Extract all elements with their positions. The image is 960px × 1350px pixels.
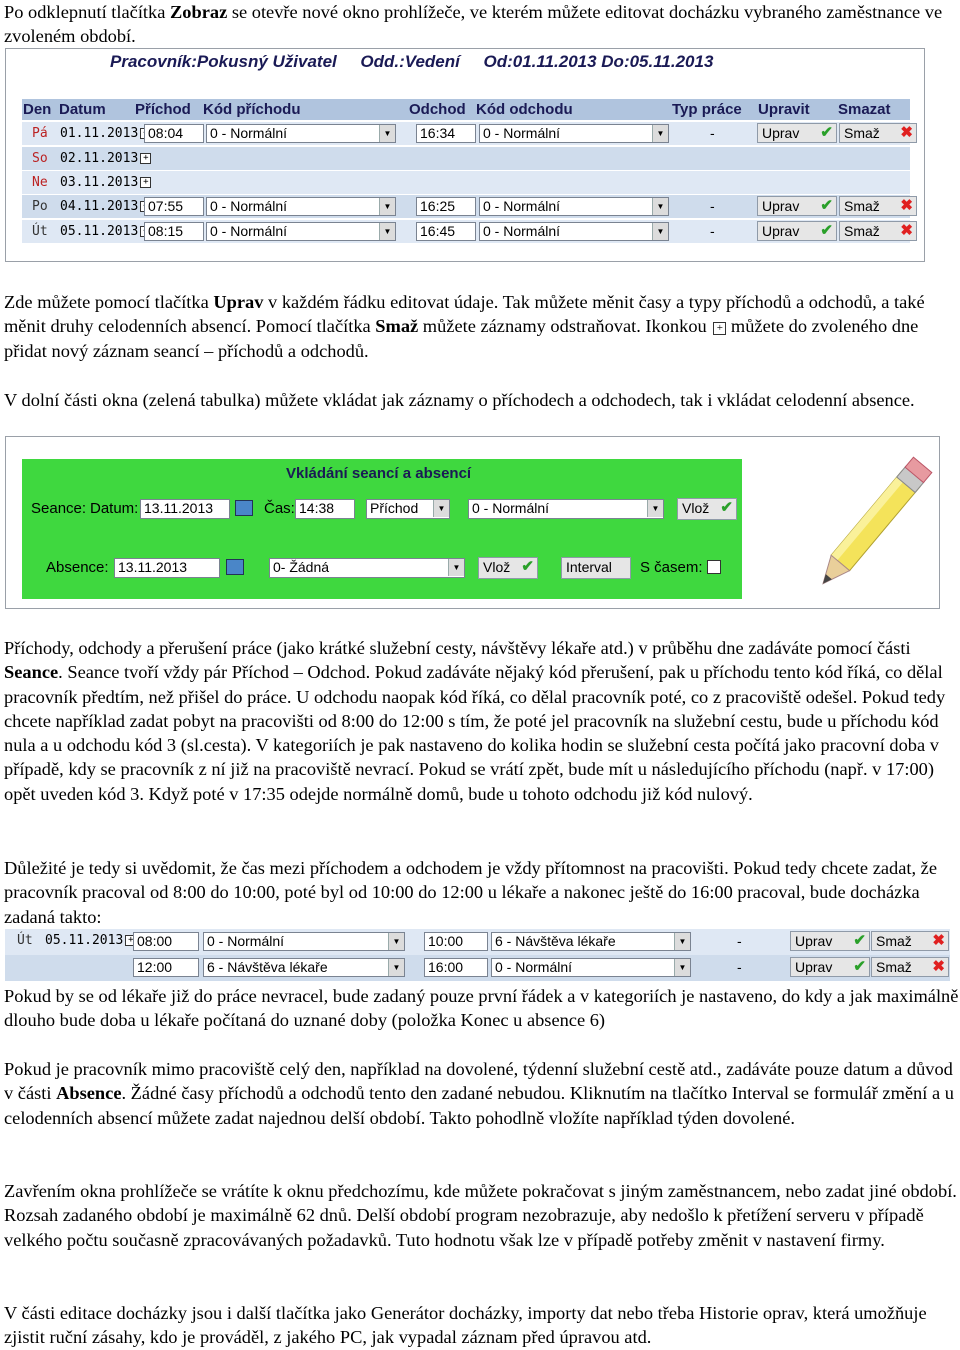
day-cell: Po	[32, 199, 48, 214]
departure-code-select[interactable]: 0 - Normální ▼	[479, 222, 669, 241]
employee-header: Pracovník:Pokusný Uživatel Odd.:Vedení Od:01.11.2013 Do:05.11.2013	[110, 52, 714, 71]
attendance-screenshot	[5, 48, 925, 262]
insert-absence-button[interactable]: Vlož ✔	[478, 557, 538, 579]
work-type-cell: -	[710, 223, 715, 239]
chevron-down-icon: ▼	[388, 933, 404, 950]
check-icon: ✔	[820, 222, 833, 239]
absence-label: Absence:	[46, 559, 109, 576]
chevron-down-icon: ▼	[652, 223, 668, 240]
seance-date-input[interactable]: 13.11.2013	[140, 499, 230, 519]
check-icon: ✔	[820, 124, 833, 141]
with-time-label: S časem:	[640, 559, 703, 576]
arrival-code-select[interactable]: 6 - Návštěva lékaře ▼	[203, 958, 405, 977]
departure-time-input[interactable]: 16:34	[416, 124, 476, 143]
insert-panel-title: Vkládání seancí a absencí	[286, 465, 472, 482]
seance-code-select[interactable]: 0 - Normální ▼	[468, 499, 664, 519]
chevron-down-icon: ▼	[652, 125, 668, 142]
col-smazat: Smazat	[838, 101, 891, 118]
day-cell: Út	[17, 933, 33, 948]
chevron-down-icon: ▼	[674, 933, 690, 950]
add-record-icon[interactable]: +	[140, 153, 151, 164]
delete-button[interactable]: Smaž ✖	[839, 123, 917, 143]
check-icon: ✔	[820, 197, 833, 214]
departure-code-select[interactable]: 6 - Návštěva lékaře ▼	[491, 932, 691, 951]
departure-code-select[interactable]: 0 - Normální ▼	[479, 124, 669, 143]
pencil-icon	[801, 455, 936, 605]
col-upravit: Upravit	[758, 101, 810, 118]
departure-time-input[interactable]: 10:00	[424, 932, 488, 951]
chevron-down-icon: ▼	[379, 223, 395, 240]
day-cell: Út	[32, 224, 48, 239]
edit-button[interactable]: Uprav ✔	[757, 221, 837, 241]
chevron-down-icon: ▼	[379, 198, 395, 215]
col-datum: Datum	[59, 101, 106, 118]
insert-panel-screenshot	[5, 436, 940, 609]
arrival-time-input[interactable]: 08:00	[133, 932, 199, 951]
arrival-time-input[interactable]: 07:55	[144, 197, 204, 216]
arrival-time-input[interactable]: 08:04	[144, 124, 204, 143]
departure-time-input[interactable]: 16:25	[416, 197, 476, 216]
date-cell: 01.11.2013	[60, 126, 151, 141]
day-cell: Pá	[32, 126, 48, 141]
date-cell: 05.11.2013 +	[45, 933, 136, 948]
edit-paragraph: Zde můžete pomocí tlačítka Uprav v každém řádku editovat údaje. Tak můžete měnit časy a typy příchodů a odchodů, a také měnit druhy celodenních absencí. Pomocí tlačítka Smaž můžete záznamy odstraňovat. Ikonkou + můžete do zvoleného dne přidat nový záznam seancí – příchodů a odchodů.	[4, 292, 925, 361]
datum-label: Datum:	[90, 500, 139, 517]
delete-button[interactable]: Smaž ✖	[839, 196, 917, 216]
date-cell: 03.11.2013 +	[60, 175, 151, 190]
seance-time-input[interactable]: 14:38	[295, 499, 355, 519]
work-type-cell: -	[710, 125, 715, 141]
cas-label: Čas:	[264, 500, 295, 517]
add-record-icon[interactable]: +	[125, 935, 136, 946]
arrival-code-select[interactable]: 0 - Normální ▼	[206, 222, 396, 241]
arrival-code-select[interactable]: 0 - Normální ▼	[203, 932, 405, 951]
delete-button[interactable]: Smaž ✖	[871, 931, 949, 951]
departure-time-input[interactable]: 16:45	[416, 222, 476, 241]
work-type-cell: -	[737, 933, 742, 949]
example-rows-screenshot	[5, 929, 950, 981]
day-cell: So	[32, 151, 48, 166]
arrival-code-select[interactable]: 0 - Normální ▼	[206, 124, 396, 143]
seance-type-select[interactable]: Příchod ▼	[366, 499, 450, 519]
arrival-time-input[interactable]: 12:00	[133, 958, 199, 977]
close-window-paragraph: Zavřením okna prohlížeče se vrátíte k oknu předchozímu, kde můžete pokračovat s jiným zaměstnancem, nebo zadat jiné období. Rozsah zadaného období je maximálně 62 dnů. Delší období program nezobrazuje, aby nedošlo k přetížení serveru v případě velkého počtu současně zpracovávaných požadavků. Tuto hodnotu však lze v případě potřeby změnit v nastavení firmy.	[4, 1181, 957, 1250]
work-type-cell: -	[737, 959, 742, 975]
col-typ-prace: Typ práce	[672, 101, 742, 118]
close-icon: ✖	[932, 958, 945, 975]
date-cell: 02.11.2013 +	[60, 151, 151, 166]
col-odchod: Odchod	[409, 101, 466, 118]
close-icon: ✖	[900, 197, 913, 214]
insert-seance-button[interactable]: Vlož ✔	[677, 498, 737, 520]
delete-button[interactable]: Smaž ✖	[871, 957, 949, 977]
green-table-paragraph: V dolní části okna (zelená tabulka) můžete vkládat jak záznamy o příchodech a odchodech, tak i vkládat celodenní absence.	[4, 390, 915, 410]
calendar-icon[interactable]	[235, 500, 253, 516]
doctor-paragraph: Pokud by se od lékaře již do práce nevracel, bude zadaný pouze první řádek a v kategoriích je nastaveno, do kdy a jak maximálně dlouho bude doba u lékaře počítaná do uznané doby (položka Konec u absence 6)	[4, 986, 959, 1031]
add-record-icon: +	[713, 322, 726, 335]
edit-button[interactable]: Uprav ✔	[790, 957, 870, 977]
date-cell: 05.11.2013	[60, 224, 151, 239]
with-time-checkbox[interactable]	[707, 560, 721, 574]
other-buttons-paragraph: V části editace docházky jsou i další tlačítka jako Generátor docházky, importy dat nebo třeba Historie oprav, která umožňuje zjistit ruční zásahy, kdo je prováděl, z jakého PC, jak vypadal záznam před úpravou atd.	[4, 1303, 927, 1348]
check-icon: ✔	[521, 558, 534, 575]
table-row	[22, 195, 913, 218]
check-icon: ✔	[853, 958, 866, 975]
close-icon: ✖	[932, 932, 945, 949]
edit-button[interactable]: Uprav ✔	[790, 931, 870, 951]
table-row	[22, 147, 910, 170]
table-row	[22, 122, 913, 145]
chevron-down-icon: ▼	[448, 559, 464, 576]
close-icon: ✖	[900, 222, 913, 239]
intro-paragraph: Po odklepnutí tlačítka Zobraz se otevře nové okno prohlížeče, ve kterém můžete editovat docházku vybraného zaměstnance ve zvoleném období.	[4, 2, 943, 47]
close-icon: ✖	[900, 124, 913, 141]
chevron-down-icon: ▼	[674, 959, 690, 976]
chevron-down-icon: ▼	[652, 198, 668, 215]
check-icon: ✔	[853, 932, 866, 949]
chevron-down-icon: ▼	[433, 500, 449, 517]
arrival-code-select[interactable]: 0 - Normální ▼	[206, 197, 396, 216]
absence-code-select[interactable]: 0- Žádná ▼	[269, 558, 465, 578]
delete-button[interactable]: Smaž ✖	[839, 221, 917, 241]
edit-button[interactable]: Uprav ✔	[757, 196, 837, 216]
departure-code-select[interactable]: 0 - Normální ▼	[491, 958, 691, 977]
interval-button[interactable]: Interval	[561, 557, 631, 579]
chevron-down-icon: ▼	[647, 500, 663, 517]
add-record-icon[interactable]: +	[140, 177, 151, 188]
chevron-down-icon: ▼	[388, 959, 404, 976]
arrival-time-input[interactable]: 08:15	[144, 222, 204, 241]
col-den: Den	[23, 101, 52, 118]
edit-button[interactable]: Uprav ✔	[757, 123, 837, 143]
departure-code-select[interactable]: 0 - Normální ▼	[479, 197, 669, 216]
day-cell: Ne	[32, 175, 48, 190]
work-type-cell: -	[710, 198, 715, 214]
table-row	[5, 929, 950, 955]
date-cell: 04.11.2013	[60, 199, 151, 214]
table-row	[5, 955, 950, 981]
calendar-icon[interactable]	[226, 559, 244, 575]
departure-time-input[interactable]: 16:00	[424, 958, 488, 977]
seance-label: Seance:	[31, 500, 87, 517]
seance-paragraph: Příchody, odchody a přerušení práce (jako krátké služební cesty, návštěvy lékaře atd.) v průběhu dne zadáváte pomocí části Seance. Seance tvoří vždy pár Příchod – Odchod. Pokud zadáváte nějaký kód přerušení, pak u příchodu tento kód říká, co dělal pracovník předtím, než přišel do práce. U odchodu naopak kód říká, co dělal pracovník poté, co z pracoviště odešel. Pokud tedy chcete například zadat pobyt na pracovišti od 8:00 do 12:00 s tím, že poté jel pracovník na služební cestu, bude u příchodu kód nula a u odchodu kód 3 (sl.cesta). V kategoriích je pak nastaveno do kolika hodin se služební cesta počítá jako pracovní doba v případě, kdy se pracovník z ní již na pracoviště nevrací. Pokud se vrátí zpět, bude mít u následujícího příchodu (např. v 17:00) opět uveden kód 3. Když poté v 17:35 odejde normálně domů, bude u tohoto odchodu již kód nulový.	[4, 638, 946, 804]
absence-paragraph: Pokud je pracovník mimo pracoviště celý den, například na dovolené, týdenní služební cestě atd., zadáváte pouze datum a důvod v části Absence. Žádné časy příchodů a odchodů tento den zadané nebudou. Kliknutím na tlačítko Interval se formulář změní a u celodenních absencí můžete zadat najednou delší období. Takto pohodlně vložíte například týden dovolené.	[4, 1059, 954, 1128]
col-kod-odchodu: Kód odchodu	[476, 101, 573, 118]
col-kod-prichodu: Kód příchodu	[203, 101, 301, 118]
absence-date-input[interactable]: 13.11.2013	[114, 558, 220, 578]
presence-paragraph: Důležité je tedy si uvědomit, že čas mezi příchodem a odchodem je vždy přítomnost na pracovišti. Pokud tedy chcete zadat, že pracovník pracoval od 8:00 do 10:00, poté byl od 10:00 do 12:00 u lékaře a nakonec ještě do 16:00 pracoval, bude docházka zadaná takto:	[4, 858, 938, 927]
col-prichod: Příchod	[135, 101, 191, 118]
chevron-down-icon: ▼	[379, 125, 395, 142]
check-icon: ✔	[720, 499, 733, 516]
table-row	[22, 220, 913, 243]
table-row	[22, 171, 910, 194]
